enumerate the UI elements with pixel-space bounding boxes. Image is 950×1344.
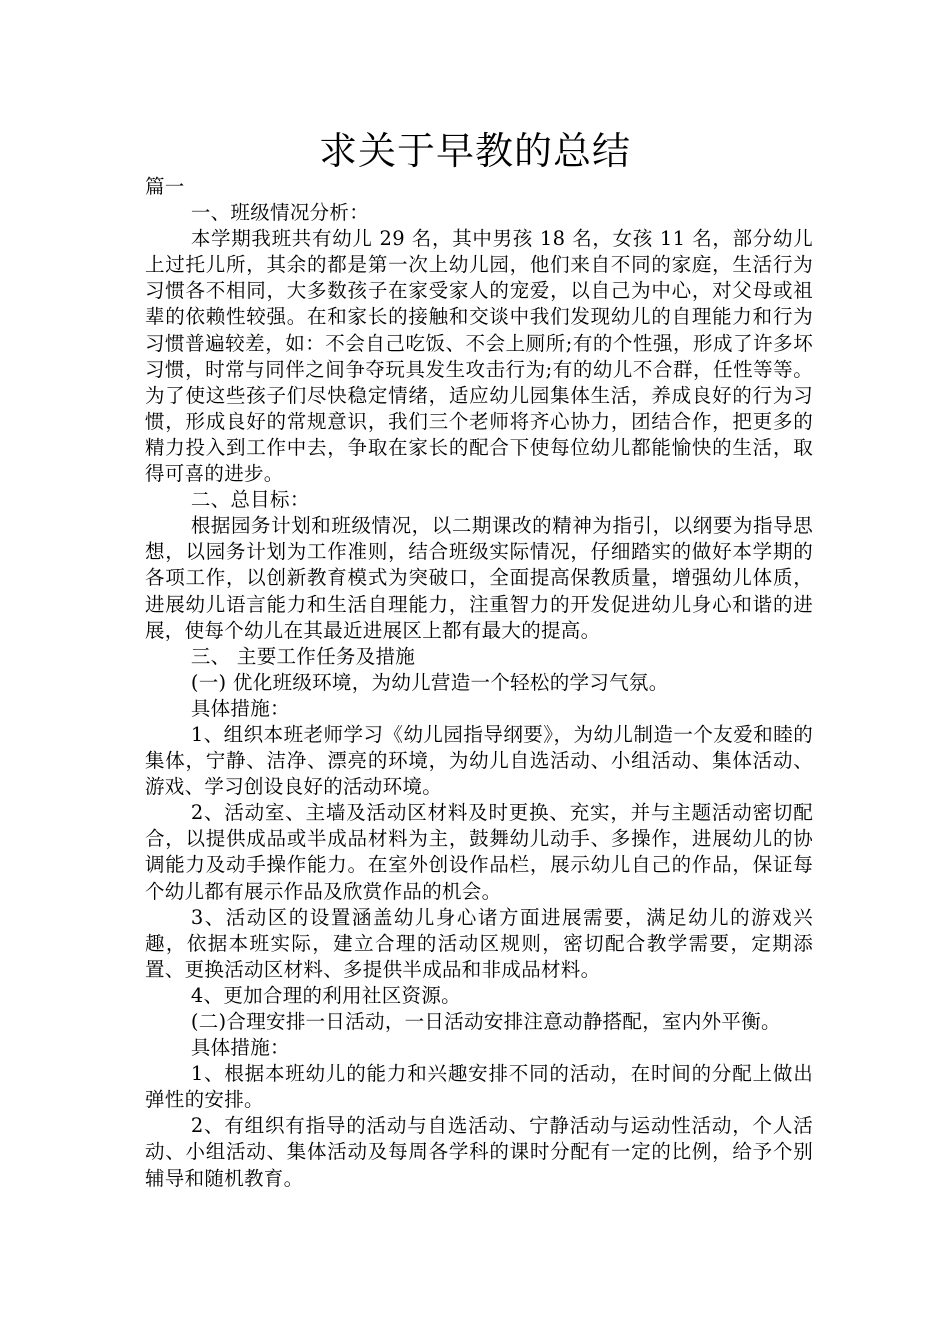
paragraph: (二)合理安排一日活动，一日活动安排注意动静搭配，室内外平衡。 [190,1010,781,1033]
paragraph: 一、班级情况分析： [190,201,370,225]
paragraph: 根据园务计划和班级情况，以二期课改的精神为指引，以纲要为指导思想，以园务计划为工作准则，结合班级实际情况，仔细踏实的做好本学期的各项工作，以创新教育模式为突破口，全面提高保教质量，增强幼儿体质，进展幼儿语言能力和生活自理能力，注重智力的开发促进幼儿身心和谐的进展，使每个幼儿在其最近进展区上都有最大的提高。 [145,514,813,642]
paragraph: 3、活动区的设置涵盖幼儿身心诸方面进展需要，满足幼儿的游戏兴趣，依据本班实际，建立合理的活动区规则，密切配合教学需要，定期添置、更换活动区材料、多提供半成品和非成品材料。 [145,905,813,981]
paragraph: 三、 主要工作任务及措施 [190,644,416,668]
paragraph: 4、更加合理的利用社区资源。 [190,983,461,1007]
paragraph: 本学期我班共有幼儿 29 名，其中男孩 18 名，女孩 11 名，部分幼儿上过托儿所，其余的都是第一次上幼儿园，他们来自不同的家庭，生活行为习惯各不相同，大多数孩子在家受家人的宠爱，以自己为中心，对父母或祖辈的依赖性较强。在和家长的接触和交谈中我们发现幼儿的自理能力和行为习惯普遍较差，如：不会自己吃饭、不会上厕所;有的个性强，形成了许多坏习惯，时常与同伴之间争夺玩具发生攻击行为;有的幼儿不合群，任性等等。为了使这些孩子们尽快稳定情绪，适应幼儿园集体生活，养成良好的行为习惯，形成良好的常规意识，我们三个老师将齐心协力，团结合作，把更多的精力投入到工作中去，争取在家长的配合下使每位幼儿都能愉快的生活，取得可喜的进步。 [145,227,813,486]
paragraph: 篇一 [145,175,185,198]
document-body [145,174,813,1192]
paragraph: (一) 优化班级环境，为幼儿营造一个轻松的学习气氛。 [190,670,669,694]
paragraph: 1、根据本班幼儿的能力和兴趣安排不同的活动，在时间的分配上做出弹性的安排。 [145,1062,813,1112]
paragraph: 2、活动室、主墙及活动区材料及时更换、充实，并与主题活动密切配合，以提供成品或半成品材料为主，鼓舞幼儿动手、多操作，进展幼儿的协调能力及动手操作能力。在室外创设作品栏，展示幼儿自己的作品，保证每个幼儿都有展示作品及欣赏作品的机会。 [145,801,813,903]
paragraph: 二、总目标： [190,488,310,512]
paragraph: 2、有组织有指导的活动与自选活动、宁静活动与运动性活动，个人活动、小组活动、集体活动及每周各学科的课时分配有一定的比例，给予个别辅导和随机教育。 [145,1114,813,1190]
document-title: 求关于早教的总结 [318,129,631,173]
paragraph: 1、组织本班老师学习《幼儿园指导纲要》，为幼儿制造一个友爱和睦的集体，宁静、洁净、漂亮的环境，为幼儿自选活动、小组活动、集体活动、游戏、学习创设良好的活动环境。 [145,722,813,799]
paragraph: 具体措施： [190,1036,290,1060]
paragraph: 具体措施： [190,696,290,720]
